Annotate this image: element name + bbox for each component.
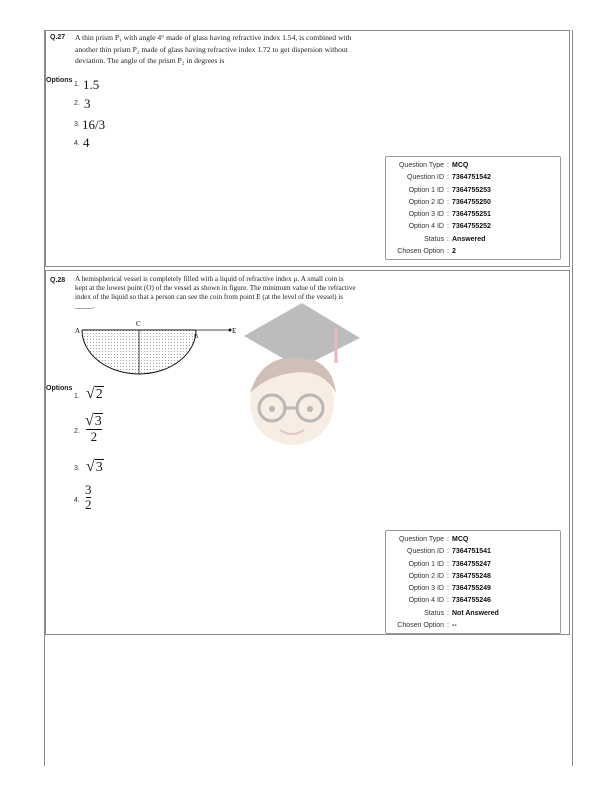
question-text <box>75 32 565 67</box>
question-text-line: _____. <box>75 302 95 310</box>
option-value: 4 <box>83 135 90 150</box>
info-key: Question ID <box>407 174 444 182</box>
radicand: 3 <box>95 460 103 475</box>
info-value: 7364755252 <box>452 223 491 231</box>
info-value: 7364755249 <box>452 585 491 593</box>
option-value-sqrt: √ 3 <box>86 458 103 475</box>
info-value: 7364755246 <box>452 597 491 605</box>
question-info-box: Question Type : MCQ Question ID : 7364751541 Option 1 ID : 7364755247 Option 2 ID : 7364755248 Option 3 ID : 7364755249 Option 4 ID : 7364755246 Status : Not Answered Chosen Option : -- <box>385 530 561 634</box>
option-number: 1. <box>74 393 80 400</box>
option-value-fraction: √ 3 2 <box>85 412 102 444</box>
question-text-line: A thin prism P₁ with angle 4° made of glass having refractive index 1.54, is combined with <box>75 33 352 42</box>
radicand: 3 <box>94 414 102 429</box>
info-key: Status <box>424 609 444 617</box>
question-number: Q.27 <box>50 34 66 41</box>
option-number: 2. <box>74 100 80 107</box>
info-value: 7364755251 <box>452 211 491 219</box>
info-key: Option 3 ID <box>408 585 444 593</box>
info-value: 7364755253 <box>452 186 491 194</box>
info-key: Question Type <box>398 536 444 543</box>
question-text-line: A hemispherical vessel is completely filled with a liquid of refractive index μ. A small coin is <box>75 275 344 283</box>
info-value: Not Answered <box>452 609 499 617</box>
hemisphere-vessel-figure <box>72 318 242 376</box>
question-info-box: Question Type : MCQ Question ID : 7364751542 Option 1 ID : 7364755253 Option 2 ID : 7364755250 Option 3 ID : 7364755251 Option 4 ID : 7364755252 Status : Answered Chosen Option : 2 <box>385 156 561 260</box>
info-value: 2 <box>452 248 456 256</box>
mascot-watermark-icon <box>232 298 362 448</box>
info-value: 7364751541 <box>452 548 491 556</box>
info-key: Question Type <box>398 162 444 169</box>
option-value-fraction <box>85 483 92 512</box>
option-value: 3 <box>84 96 91 111</box>
info-key: Option 2 ID <box>408 572 444 580</box>
numerator: 3 <box>85 482 92 497</box>
label-a: A <box>75 327 81 335</box>
option-number: 4. <box>74 140 80 147</box>
question-text-line: index of the liquid so that a person can see the coin from point E (at the level of the vessel) is <box>75 293 344 301</box>
option-number: 3. <box>74 121 80 128</box>
info-key: Option 1 ID <box>408 560 444 568</box>
info-value: 7364751542 <box>452 174 491 182</box>
info-key: Option 4 ID <box>408 223 444 231</box>
option-number: 3. <box>74 465 80 472</box>
info-key: Status <box>424 235 444 243</box>
info-key: Option 1 ID <box>408 186 444 194</box>
info-key: Chosen Option <box>397 622 444 630</box>
info-value: 7364755247 <box>452 560 491 568</box>
option-number: 4. <box>74 497 80 504</box>
options-label: Options <box>46 77 73 84</box>
info-value: 7364755248 <box>452 572 491 580</box>
question-text-line: another thin prism P₂ made of glass having refractive index 1.72 to get dispersion without <box>75 44 348 54</box>
label-c: C <box>136 320 141 328</box>
info-key: Option 4 ID <box>408 597 444 605</box>
radicand: 2 <box>95 387 103 402</box>
denominator: 2 <box>90 429 98 444</box>
info-key: Option 3 ID <box>408 211 444 219</box>
info-value: MCQ <box>452 162 469 169</box>
denominator: 2 <box>85 497 92 512</box>
option-value: 16/3 <box>82 117 106 132</box>
option-value: 1.5 <box>83 77 100 92</box>
question-text-line: deviation. The angle of the prism P₂ in degrees is <box>75 56 225 65</box>
info-value: 7364755250 <box>452 198 491 206</box>
question-text-line: kept at the lowest point (O) of the vessel as shown in figure. The minimum value of the refractive <box>75 284 356 292</box>
label-b: B <box>194 334 199 340</box>
label-e: E <box>232 327 237 335</box>
info-value: MCQ <box>452 536 469 543</box>
options-label: Options <box>46 385 73 392</box>
question-number: Q.28 <box>50 277 66 284</box>
option-number: 2. <box>74 428 80 435</box>
info-value: -- <box>452 622 457 630</box>
info-key: Question ID <box>407 548 444 556</box>
option-value-sqrt: √ 2 <box>86 385 103 402</box>
info-key: Option 2 ID <box>408 198 444 206</box>
info-value: Answered <box>452 235 486 243</box>
option-number: 1. <box>74 81 80 88</box>
info-key: Chosen Option <box>397 248 444 256</box>
